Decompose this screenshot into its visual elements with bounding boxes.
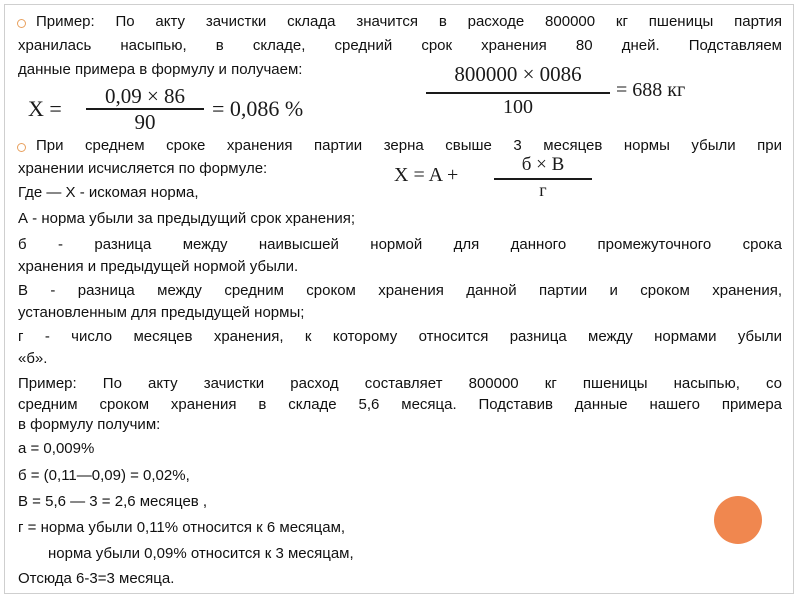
section2-line-1: При среднем сроке хранения партии зерна свыше 3 месяцев нормы убыли при bbox=[36, 137, 782, 154]
formula-1-numerator: 0,09 × 86 bbox=[104, 84, 186, 108]
definition-b-line-1: б - разница между наивысшей нормой для данного промежуточного срока bbox=[18, 236, 782, 253]
example2-g-value-2: норма убыли 0,09% относится к 3 месяцам, bbox=[48, 545, 354, 562]
definition-g-line-1: г - число месяцев хранения, к которому относится разница между нормами убыли bbox=[18, 328, 782, 345]
definition-x: Где — X - искомая норма, bbox=[18, 184, 199, 201]
definition-g-line-2: «б». bbox=[18, 350, 48, 367]
slide-content bbox=[18, 4, 782, 596]
formula-2 bbox=[426, 62, 726, 124]
formula-1-result: = 0,086 % bbox=[212, 96, 304, 121]
intro-line-2: хранилась насыпью, в складе, средний срок хранения 80 дней. Подставляем bbox=[18, 37, 782, 54]
fraction-bar bbox=[426, 92, 610, 94]
formula-2-denominator: 100 bbox=[503, 96, 533, 118]
formula-2-fraction bbox=[426, 62, 610, 124]
example2-g-value: г = норма убыли 0,11% относится к 6 месяцам, bbox=[18, 519, 346, 536]
example2-v-value: В = 5,6 — 3 = 2,6 месяцев , bbox=[18, 493, 208, 510]
formula-3-numerator: б × B bbox=[521, 154, 565, 175]
example2-line-2: средним сроком хранения в складе 5,6 месяца. Подставив данные нашего примера bbox=[18, 396, 782, 413]
intro-line-1: Пример: По акту зачистки склада значится в расходе 800000 кг пшеницы партия bbox=[36, 13, 782, 30]
formula-1-fraction bbox=[86, 84, 204, 134]
intro-line-3: данные примера в формулу и получаем: bbox=[18, 61, 303, 78]
accent-circle bbox=[714, 496, 762, 544]
formula-2-numerator: 800000 × 0086 bbox=[454, 62, 582, 86]
definition-a: А - норма убыли за предыдущий срок хранения; bbox=[18, 210, 356, 227]
example2-a-value: а = 0,009% bbox=[18, 440, 95, 457]
definition-v-line-2: установленным для предыдущей нормы; bbox=[18, 304, 305, 321]
example2-conclusion: Отсюда 6-3=3 месяца. bbox=[18, 570, 175, 587]
example2-b-value: б = (0,11—0,09) = 0,02%, bbox=[18, 467, 190, 484]
formula-1 bbox=[26, 84, 356, 134]
example2-line-1: Пример: По акту зачистки расход составляет 800000 кг пшеницы насыпью, со bbox=[18, 375, 782, 392]
formula-3-denominator: г bbox=[539, 180, 547, 200]
definition-v-line-1: В - разница между средним сроком хранения данной партии и сроком хранения, bbox=[18, 282, 782, 299]
formula-2-result: = 688 кг bbox=[616, 79, 686, 101]
definition-b-line-2: хранения и предыдущей нормой убыли. bbox=[18, 258, 299, 275]
formula-1-lhs: X = bbox=[28, 96, 62, 121]
example2-line-3: в формулу получим: bbox=[18, 416, 161, 433]
section2-line-2: хранении исчисляется по формуле: bbox=[18, 160, 268, 177]
formula-3-lhs: X = A + bbox=[394, 164, 459, 186]
formula-1-denominator: 90 bbox=[134, 110, 156, 134]
